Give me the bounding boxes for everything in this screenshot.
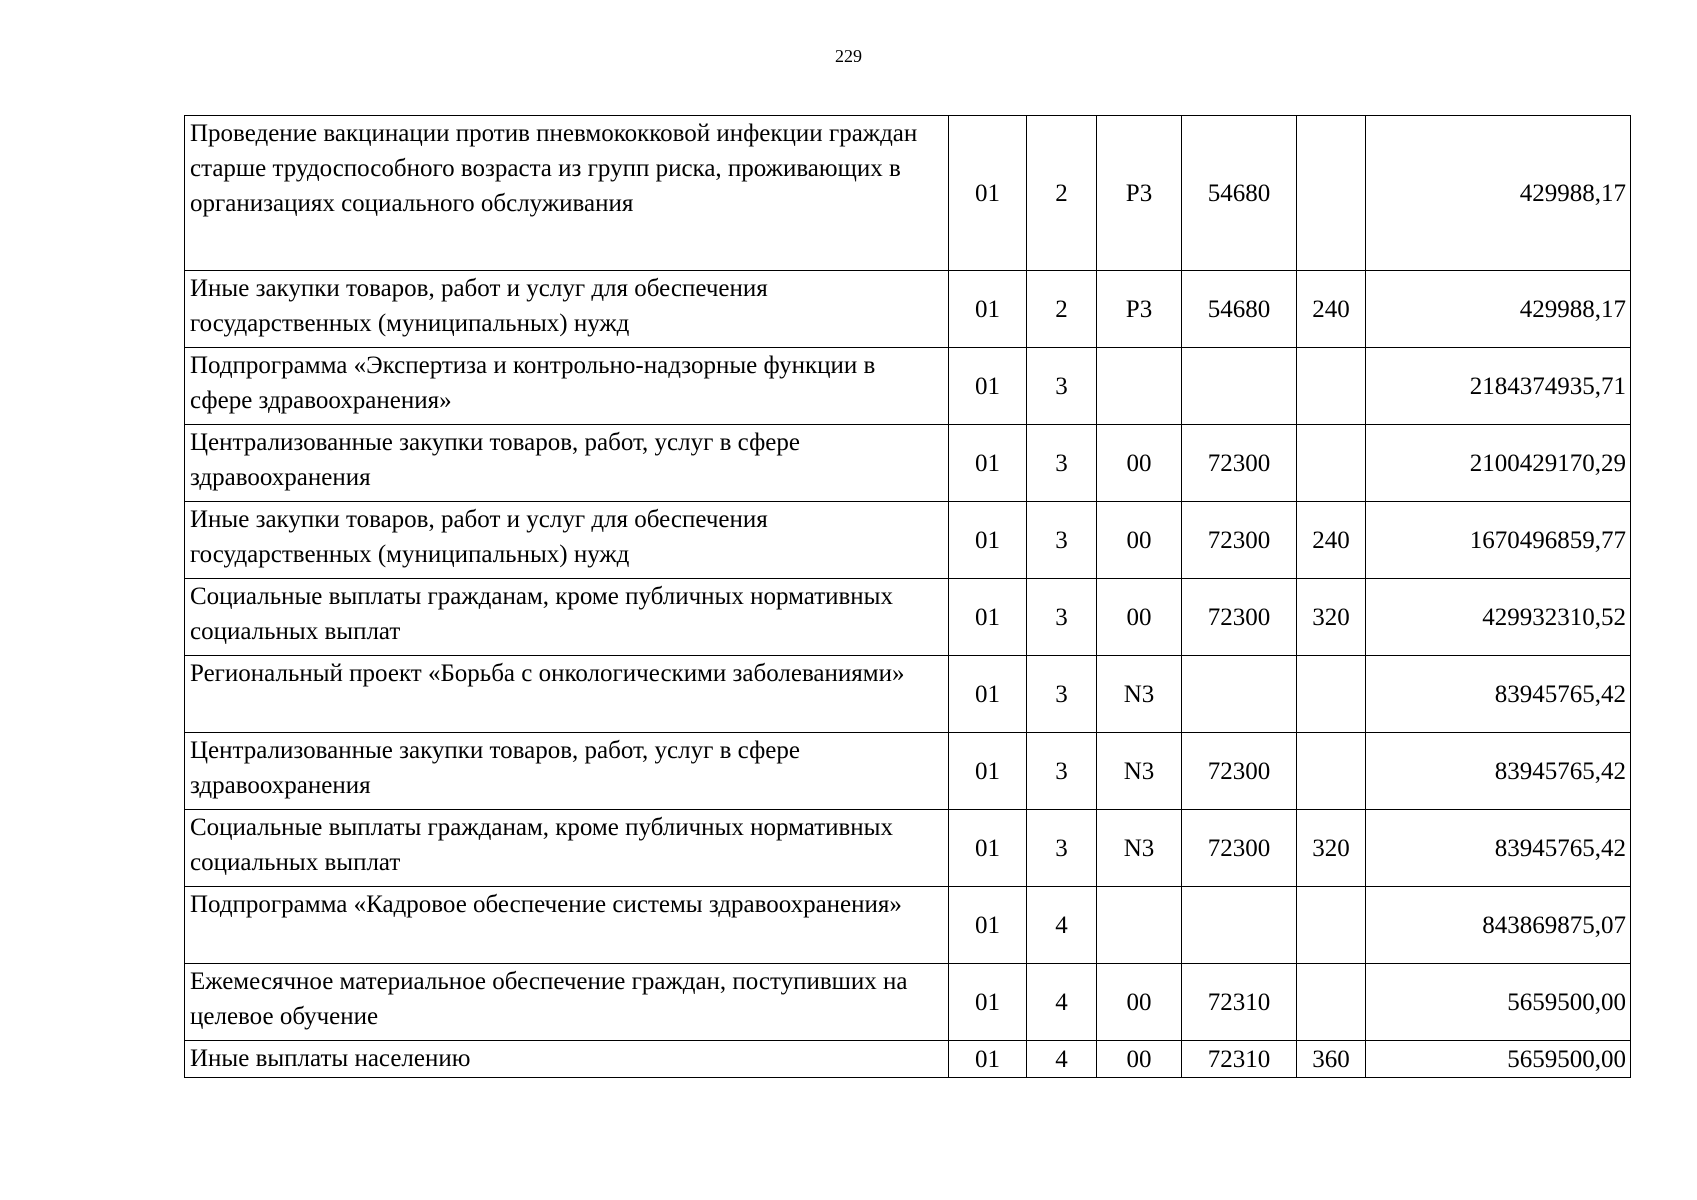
expense-type-code — [1297, 656, 1366, 733]
table-row — [185, 810, 1631, 887]
expense-type-code — [1297, 887, 1366, 964]
row-name: Централизованные закупки товаров, работ, услуг в сфере здравоохранения — [185, 733, 949, 810]
direction-code: 72300 — [1182, 502, 1297, 579]
direction-code: 72300 — [1182, 733, 1297, 810]
section-code: 01 — [949, 116, 1027, 271]
section-code: 01 — [949, 348, 1027, 425]
section-code: 01 — [949, 887, 1027, 964]
expense-type-code: 320 — [1297, 810, 1366, 887]
section-code: 01 — [949, 656, 1027, 733]
expense-type-code: 240 — [1297, 502, 1366, 579]
amount: 429988,17 — [1366, 116, 1631, 271]
direction-code: 54680 — [1182, 116, 1297, 271]
row-name: Подпрограмма «Кадровое обеспечение системы здравоохранения» — [185, 887, 949, 964]
section-code: 01 — [949, 579, 1027, 656]
table-row — [185, 502, 1631, 579]
row-name: Социальные выплаты гражданам, кроме публичных нормативных социальных выплат — [185, 579, 949, 656]
row-name: Региональный проект «Борьба с онкологическими заболеваниями» — [185, 656, 949, 733]
project-code: N3 — [1097, 656, 1182, 733]
row-name: Социальные выплаты гражданам, кроме публичных нормативных социальных выплат — [185, 810, 949, 887]
row-name: Иные выплаты населению — [185, 1041, 949, 1078]
section-code: 01 — [949, 733, 1027, 810]
direction-code — [1182, 348, 1297, 425]
subprogram-code: 2 — [1027, 116, 1097, 271]
expense-type-code — [1297, 964, 1366, 1041]
direction-code: 72300 — [1182, 579, 1297, 656]
project-code: 00 — [1097, 579, 1182, 656]
subprogram-code: 3 — [1027, 579, 1097, 656]
row-name: Подпрограмма «Экспертиза и контрольно-надзорные функции в сфере здравоохранения» — [185, 348, 949, 425]
expense-type-code: 360 — [1297, 1041, 1366, 1078]
project-code: N3 — [1097, 733, 1182, 810]
expense-type-code — [1297, 116, 1366, 271]
expense-type-code — [1297, 425, 1366, 502]
amount: 5659500,00 — [1366, 1041, 1631, 1078]
row-name: Иные закупки товаров, работ и услуг для обеспечения государственных (муниципальных) нужд — [185, 502, 949, 579]
subprogram-code: 4 — [1027, 1041, 1097, 1078]
row-name: Проведение вакцинации против пневмококковой инфекции граждан старше трудоспособного возраста из групп риска, проживающих в организациях социального обслуживания — [185, 116, 949, 271]
direction-code: 72300 — [1182, 810, 1297, 887]
subprogram-code: 3 — [1027, 733, 1097, 810]
subprogram-code: 3 — [1027, 810, 1097, 887]
direction-code — [1182, 656, 1297, 733]
section-code: 01 — [949, 502, 1027, 579]
subprogram-code: 2 — [1027, 271, 1097, 348]
amount: 83945765,42 — [1366, 733, 1631, 810]
amount: 83945765,42 — [1366, 656, 1631, 733]
section-code: 01 — [949, 271, 1027, 348]
project-code: 00 — [1097, 1041, 1182, 1078]
project-code — [1097, 348, 1182, 425]
expense-type-code — [1297, 733, 1366, 810]
project-code: 00 — [1097, 502, 1182, 579]
project-code: 00 — [1097, 964, 1182, 1041]
section-code: 01 — [949, 964, 1027, 1041]
project-code — [1097, 887, 1182, 964]
table-row — [185, 116, 1631, 271]
table-row — [185, 656, 1631, 733]
page-number: 229 — [835, 46, 862, 66]
table-row — [185, 887, 1631, 964]
expense-type-code: 320 — [1297, 579, 1366, 656]
table-row — [185, 733, 1631, 810]
direction-code — [1182, 887, 1297, 964]
budget-table — [184, 115, 1631, 1078]
subprogram-code: 4 — [1027, 887, 1097, 964]
amount: 2100429170,29 — [1366, 425, 1631, 502]
subprogram-code: 3 — [1027, 656, 1097, 733]
expense-type-code — [1297, 348, 1366, 425]
project-code: N3 — [1097, 810, 1182, 887]
table-row — [185, 271, 1631, 348]
section-code: 01 — [949, 810, 1027, 887]
subprogram-code: 3 — [1027, 425, 1097, 502]
direction-code: 72310 — [1182, 964, 1297, 1041]
table-row — [185, 579, 1631, 656]
direction-code: 54680 — [1182, 271, 1297, 348]
direction-code: 72310 — [1182, 1041, 1297, 1078]
amount: 5659500,00 — [1366, 964, 1631, 1041]
table-row — [185, 1041, 1631, 1078]
amount: 429988,17 — [1366, 271, 1631, 348]
subprogram-code: 3 — [1027, 502, 1097, 579]
row-name: Централизованные закупки товаров, работ, услуг в сфере здравоохранения — [185, 425, 949, 502]
amount: 2184374935,71 — [1366, 348, 1631, 425]
project-code: P3 — [1097, 116, 1182, 271]
expense-type-code: 240 — [1297, 271, 1366, 348]
section-code: 01 — [949, 425, 1027, 502]
amount: 429932310,52 — [1366, 579, 1631, 656]
subprogram-code: 3 — [1027, 348, 1097, 425]
project-code: 00 — [1097, 425, 1182, 502]
budget-table-body — [185, 116, 1631, 1078]
amount: 843869875,07 — [1366, 887, 1631, 964]
section-code: 01 — [949, 1041, 1027, 1078]
table-row — [185, 348, 1631, 425]
table-row — [185, 425, 1631, 502]
subprogram-code: 4 — [1027, 964, 1097, 1041]
direction-code: 72300 — [1182, 425, 1297, 502]
table-row — [185, 964, 1631, 1041]
row-name: Ежемесячное материальное обеспечение граждан, поступивших на целевое обучение — [185, 964, 949, 1041]
row-name: Иные закупки товаров, работ и услуг для обеспечения государственных (муниципальных) нужд — [185, 271, 949, 348]
amount: 83945765,42 — [1366, 810, 1631, 887]
project-code: P3 — [1097, 271, 1182, 348]
amount: 1670496859,77 — [1366, 502, 1631, 579]
